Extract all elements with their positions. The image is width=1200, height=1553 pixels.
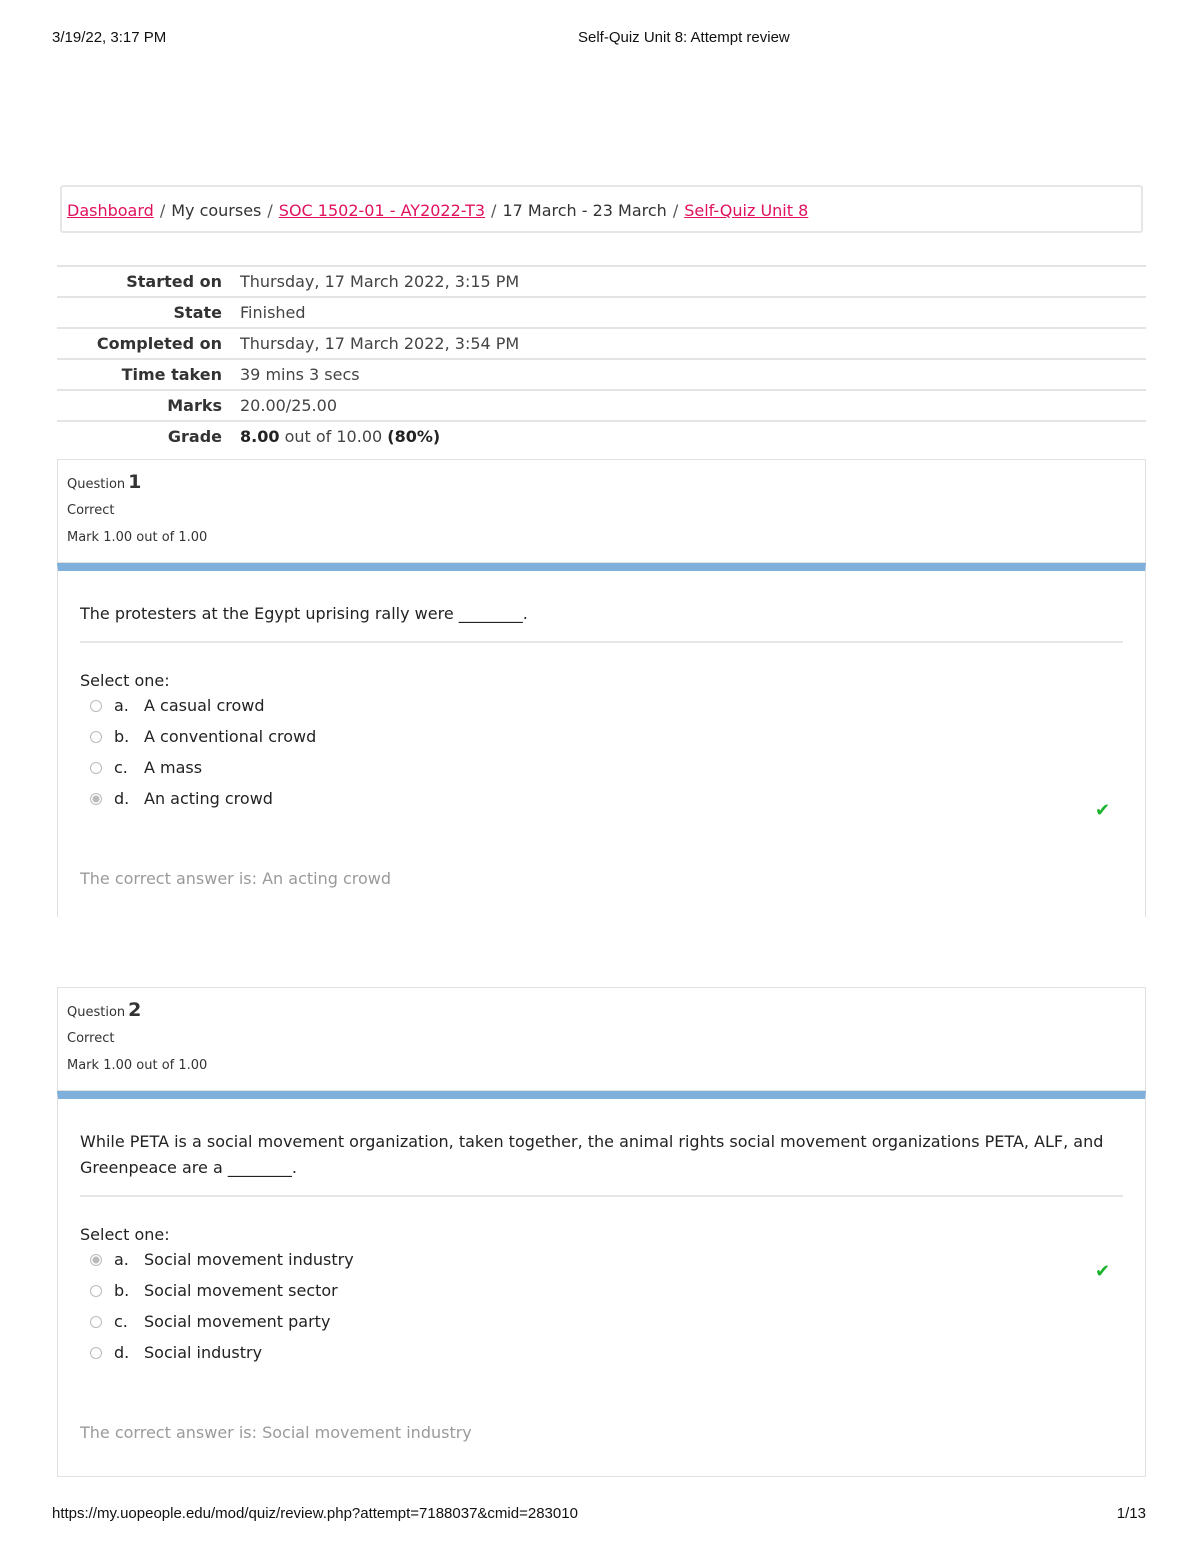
answer-option-b[interactable] <box>80 1275 1123 1306</box>
question-feedback <box>57 853 1146 917</box>
question-info <box>57 987 1146 1091</box>
option-text: A conventional crowd <box>144 727 317 746</box>
option-letter: a. <box>114 696 129 715</box>
answer-list <box>80 1244 1123 1368</box>
correct-answer-text: The correct answer is: An acting crowd <box>80 869 392 888</box>
correct-answer-text: The correct answer is: Social movement industry <box>80 1423 472 1442</box>
option-text: Social movement party <box>144 1312 331 1331</box>
breadcrumb-week[interactable]: 17 March - 23 March <box>502 201 667 220</box>
option-letter: a. <box>114 1250 129 1269</box>
summary-label: State <box>173 302 222 322</box>
option-text: Social movement industry <box>144 1250 354 1269</box>
question-state: Correct <box>67 503 115 518</box>
summary-label: Grade <box>167 426 222 446</box>
answer-option-a[interactable] <box>80 1244 1123 1275</box>
breadcrumb-my-courses[interactable]: My courses <box>171 201 262 220</box>
check-icon: ✔ <box>1095 800 1111 821</box>
grade-value: 8.00 <box>240 426 280 446</box>
summary-row-state <box>57 297 1146 328</box>
select-one-prompt: Select one: <box>80 1225 170 1244</box>
summary-value: Finished <box>240 302 306 322</box>
option-letter: c. <box>114 1312 128 1331</box>
breadcrumb-separator: / <box>672 201 679 220</box>
question-label: Question <box>67 477 126 492</box>
radio-button[interactable] <box>90 1285 102 1297</box>
question-content <box>57 563 1146 853</box>
summary-row-time <box>57 359 1146 390</box>
option-letter: b. <box>114 1281 130 1300</box>
option-letter: d. <box>114 789 130 808</box>
attempt-summary-table <box>57 265 1146 451</box>
summary-label: Marks <box>167 395 222 415</box>
summary-value: 20.00/25.00 <box>240 395 337 415</box>
question-text: While PETA is a social movement organization, taken together, the animal rights social movement organizations PETA, ALF, and Greenpeace are a ________. <box>80 1099 1123 1197</box>
breadcrumb-separator: / <box>267 201 273 220</box>
print-url: https://my.uopeople.edu/mod/quiz/review.php?attempt=7188037&cmid=283010 <box>52 1505 578 1522</box>
answer-option-c[interactable] <box>80 752 1123 783</box>
question-text: The protesters at the Egypt uprising rally were ________. <box>80 571 1123 643</box>
summary-label: Completed on <box>96 333 222 353</box>
question-mark: Mark 1.00 out of 1.00 <box>67 530 208 545</box>
answer-list <box>80 690 1123 814</box>
summary-label: Time taken <box>121 364 222 384</box>
summary-row-completed <box>57 328 1146 359</box>
radio-button[interactable] <box>90 762 102 774</box>
breadcrumb-quiz[interactable]: Self-Quiz Unit 8 <box>684 201 809 220</box>
breadcrumb-separator: / <box>491 201 497 220</box>
option-text: An acting crowd <box>144 789 273 808</box>
answer-option-c[interactable] <box>80 1306 1123 1337</box>
radio-button-selected[interactable] <box>90 793 102 805</box>
option-text: Social industry <box>144 1343 263 1362</box>
option-letter: b. <box>114 727 130 746</box>
question-2 <box>57 987 1146 1477</box>
question-number <box>67 470 1136 497</box>
select-one-prompt: Select one: <box>80 671 170 690</box>
breadcrumb <box>60 185 1143 233</box>
option-text: A mass <box>144 758 203 777</box>
answer-option-a[interactable] <box>80 690 1123 721</box>
question-number <box>67 998 1136 1025</box>
radio-button[interactable] <box>90 1347 102 1359</box>
print-page-number: 1/13 <box>1116 1505 1146 1522</box>
summary-row-started <box>57 266 1146 297</box>
option-text: Social movement sector <box>144 1281 338 1300</box>
answer-option-b[interactable] <box>80 721 1123 752</box>
summary-value: Thursday, 17 March 2022, 3:54 PM <box>240 333 520 353</box>
question-feedback <box>57 1407 1146 1477</box>
option-letter: c. <box>114 758 128 777</box>
breadcrumb-course[interactable]: SOC 1502-01 - AY2022-T3 <box>278 201 486 220</box>
option-text: A casual crowd <box>144 696 265 715</box>
grade-out-of: out of 10.00 <box>284 426 383 446</box>
print-date: 3/19/22, 3:17 PM <box>52 29 167 46</box>
summary-label: Started on <box>126 271 222 291</box>
summary-row-marks <box>57 390 1146 421</box>
radio-button[interactable] <box>90 700 102 712</box>
check-icon: ✔ <box>1095 1261 1111 1282</box>
question-number-value: 2 <box>128 999 142 1021</box>
breadcrumb-dashboard[interactable]: Dashboard <box>67 201 154 220</box>
answer-option-d[interactable] <box>80 1337 1123 1368</box>
radio-button[interactable] <box>90 731 102 743</box>
radio-button[interactable] <box>90 1316 102 1328</box>
print-title: Self-Quiz Unit 8: Attempt review <box>578 29 790 46</box>
question-content <box>57 1091 1146 1407</box>
question-1 <box>57 459 1146 917</box>
answer-option-d[interactable] <box>80 783 1123 814</box>
question-number-value: 1 <box>128 471 142 493</box>
question-info <box>57 459 1146 563</box>
summary-row-grade <box>57 421 1146 451</box>
question-state: Correct <box>67 1031 115 1046</box>
breadcrumb-separator: / <box>159 201 166 220</box>
summary-value <box>240 421 1146 451</box>
question-mark: Mark 1.00 out of 1.00 <box>67 1058 208 1073</box>
grade-percent: (80%) <box>387 426 441 446</box>
summary-value: Thursday, 17 March 2022, 3:15 PM <box>240 271 520 291</box>
option-letter: d. <box>114 1343 130 1362</box>
summary-value: 39 mins 3 secs <box>240 364 360 384</box>
radio-button-selected[interactable] <box>90 1254 102 1266</box>
question-label: Question <box>67 1005 126 1020</box>
